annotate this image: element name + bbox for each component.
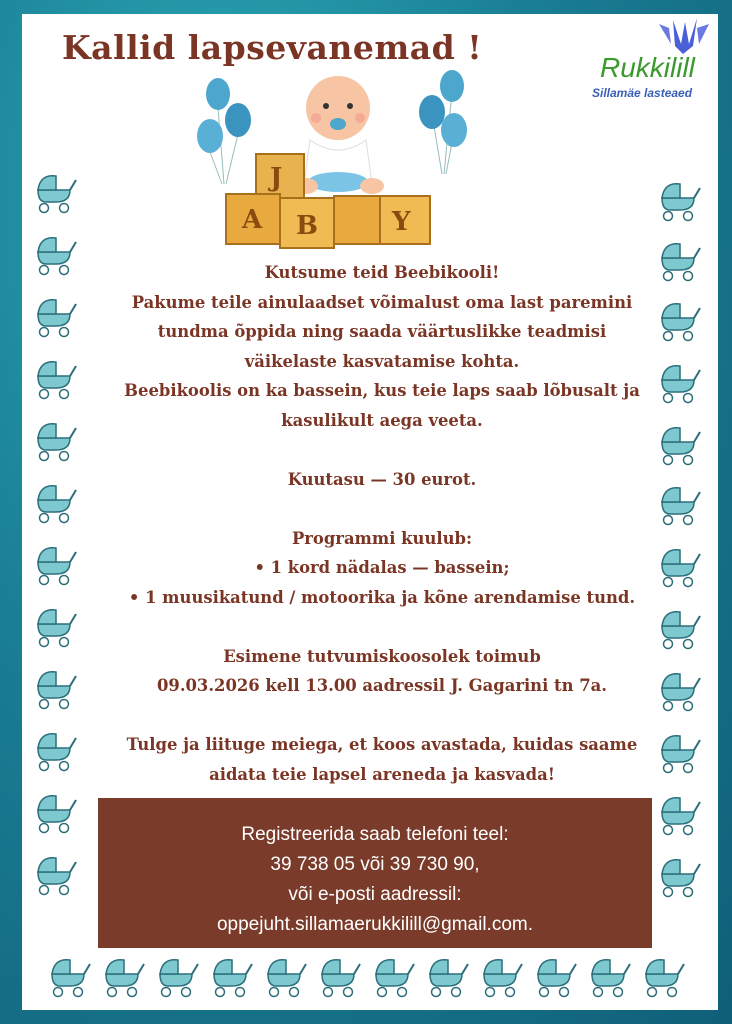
stroller-icon [152, 952, 200, 998]
balloons-right-icon [419, 70, 467, 174]
stroller-icon [206, 952, 254, 998]
stroller-icon [368, 952, 416, 998]
svg-text:J: J [270, 163, 283, 193]
stroller-icon [98, 952, 146, 998]
intro-line: Pakume teile ainulaadset võimalust oma last paremini [131, 292, 633, 312]
contact-line: Registreerida saab telefoni teel: [241, 824, 509, 845]
stroller-icon [30, 540, 78, 586]
stroller-icon [30, 664, 78, 710]
stroller-icon [654, 542, 702, 588]
stroller-icon [260, 952, 308, 998]
stroller-icon [314, 952, 362, 998]
contact-line: või e-posti aadressil: [288, 884, 462, 905]
stroller-icon [30, 354, 78, 400]
contact-box [98, 798, 652, 948]
balloons-left-icon [197, 78, 251, 184]
svg-text:B: B [296, 211, 318, 241]
stroller-icon [30, 168, 78, 214]
stroller-icon [30, 850, 78, 896]
program-title: Programmi kuulub: [291, 528, 473, 548]
stroller-icon [654, 604, 702, 650]
stroller-icon [638, 952, 686, 998]
stroller-icon [44, 952, 92, 998]
program-item: • 1 muusikatund / motoorika ja kõne arendamise tund. [128, 587, 636, 607]
intro-line: väikelaste kasvatamise kohta. [244, 351, 520, 371]
stroller-icon [654, 236, 702, 282]
stroller-icon [654, 176, 702, 222]
stroller-icon [654, 480, 702, 526]
stroller-icon [584, 952, 632, 998]
svg-text:A: A [242, 205, 263, 235]
intro-line: tundma õppida ning saada väärtuslikke teadmisi [157, 322, 607, 341]
stroller-icon [530, 952, 578, 998]
page-title: Kallid lapsevanemad ! [62, 28, 483, 67]
stroller-icon [30, 602, 78, 648]
contact-phone: 39 738 05 või 39 730 90, [270, 854, 480, 875]
program-item: • 1 kord nädalas — bassein; [254, 558, 510, 577]
stroller-icon [30, 726, 78, 772]
stroller-icon [654, 852, 702, 898]
stroller-icon [654, 358, 702, 404]
announcement-body [100, 258, 664, 789]
closing-line: Tulge ja liituge meiega, et koos avastada, kuidas saame [126, 735, 638, 754]
fee-text: Kuutasu — 30 eurot. [287, 469, 477, 489]
closing-line: aidata teie lapsel areneda ja kasvada! [209, 764, 555, 784]
stroller-icon [654, 728, 702, 774]
stroller-icon [30, 292, 78, 338]
stroller-icon [30, 230, 78, 276]
intro-line: Beebikoolis on ka bassein, kus teie laps saab lõbusalt ja [124, 381, 640, 400]
stroller-icon [654, 666, 702, 712]
meeting-line: 09.03.2026 kell 13.00 aadressil J. Gagarini tn 7a. [157, 676, 607, 695]
stroller-icon [30, 788, 78, 834]
baby-blocks-illustration [190, 64, 490, 254]
stroller-icon [654, 296, 702, 342]
meeting-line: Esimene tutvumiskoosolek toimub [223, 646, 541, 666]
stroller-icon [30, 416, 78, 462]
stroller-icon [422, 952, 470, 998]
stroller-icon [654, 420, 702, 466]
logo-subtitle: Sillamäe lasteaed [592, 86, 693, 100]
stroller-icon [476, 952, 524, 998]
svg-text:Y: Y [392, 207, 411, 237]
baby-icon [294, 76, 384, 194]
intro-line: Kutsume teid Beebikooli! [264, 263, 500, 282]
logo-name: Rukkilill [600, 52, 695, 83]
stroller-icon [30, 478, 78, 524]
intro-line: kasulikult aega veeta. [281, 410, 483, 430]
stroller-icon [654, 790, 702, 836]
contact-email[interactable]: oppejuht.sillamaerukkilill@gmail.com. [216, 914, 533, 935]
